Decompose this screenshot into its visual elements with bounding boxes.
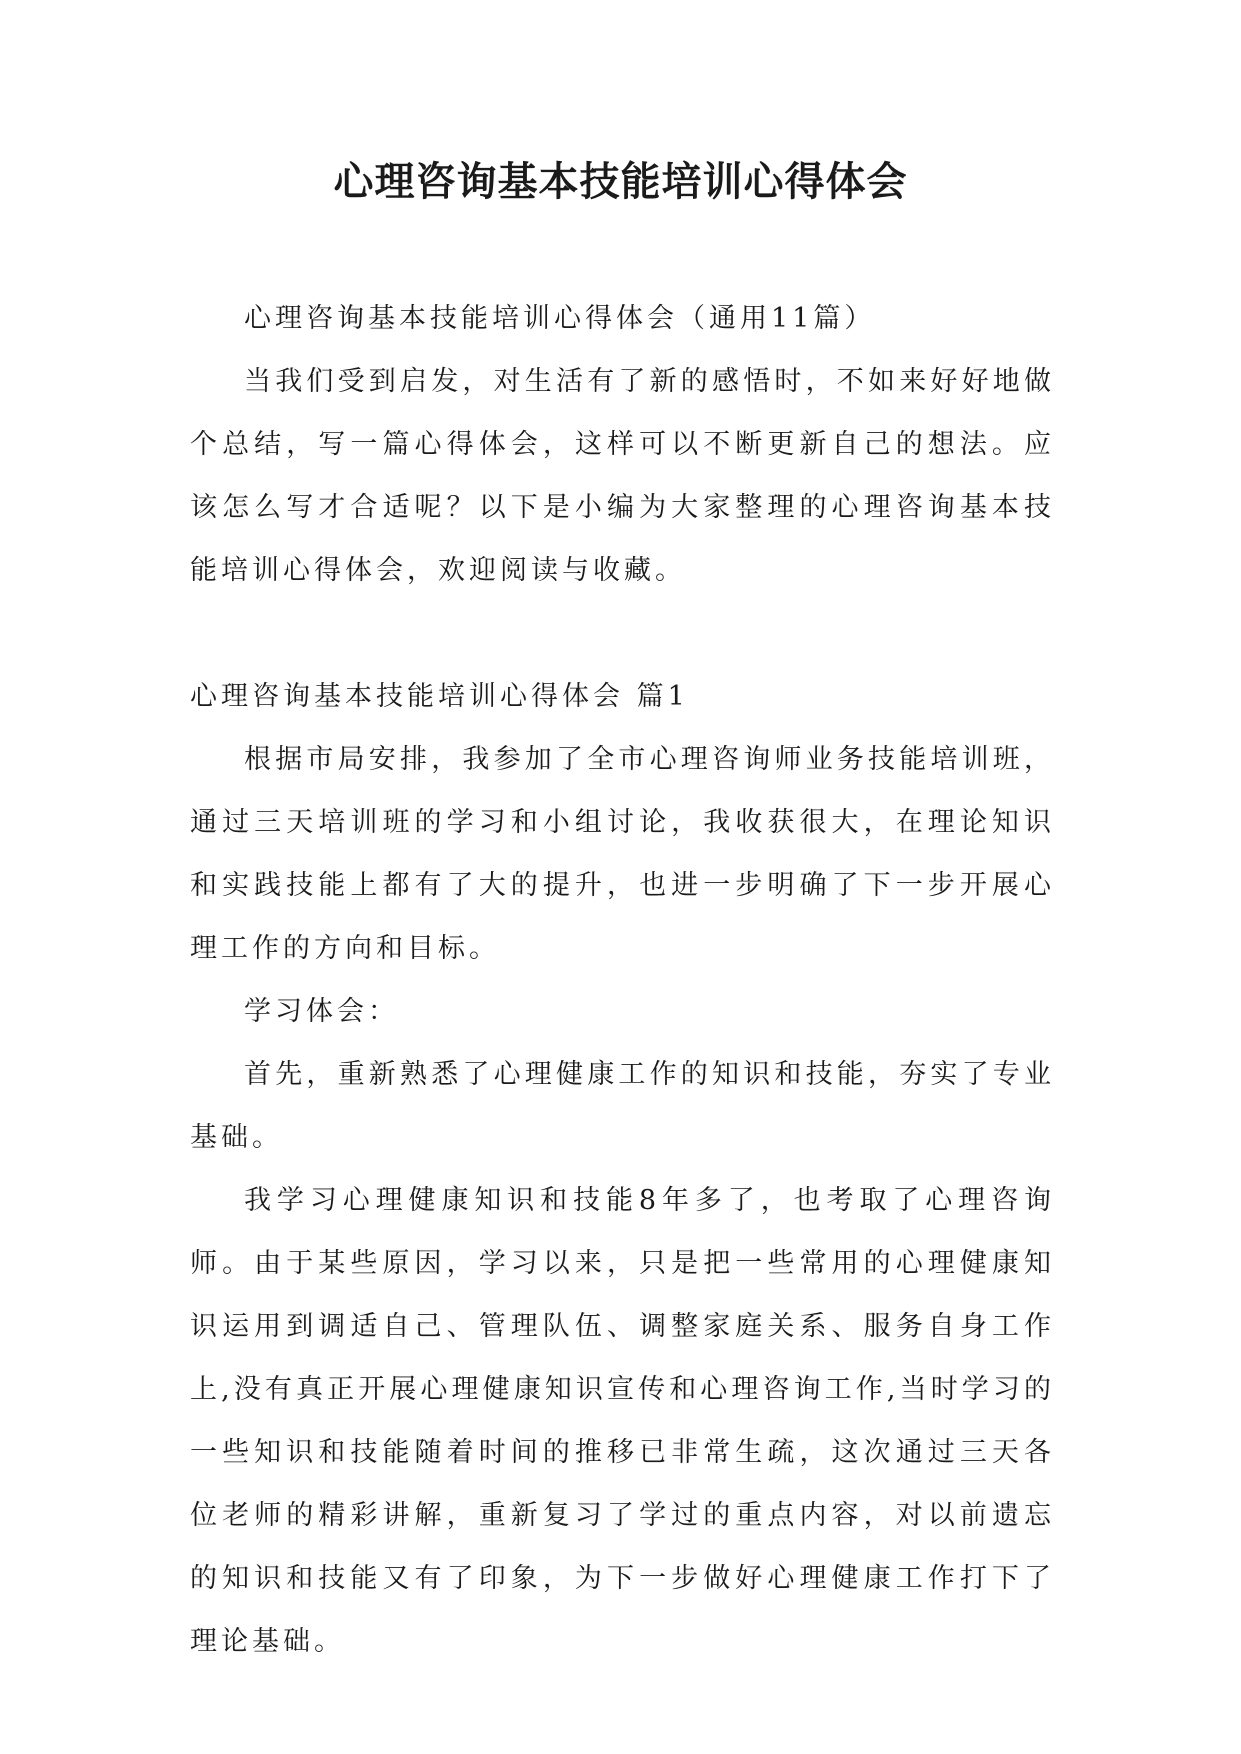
intro-paragraph: 当我们受到启发，对生活有了新的感悟时，不如来好好地做个总结，写一篇心得体会，这样可以不断更新自己的想法。应该怎么写才合适呢？以下是小编为大家整理的心理咨询基本技能培训心得体会，欢迎阅读与收藏。 bbox=[190, 366, 1055, 586]
body-paragraph: 根据市局安排，我参加了全市心理咨询师业务技能培训班，通过三天培训班的学习和小组讨论，我收获很大，在理论知识和实践技能上都有了大的提升，也进一步明确了下一步开展心理工作的方向和目标。 bbox=[190, 744, 1055, 964]
body-paragraph: 学习体会： bbox=[244, 996, 399, 1027]
body-paragraph: 首先，重新熟悉了心理健康工作的知识和技能，夯实了专业基础。 bbox=[190, 1059, 1055, 1153]
document-body bbox=[190, 287, 1055, 1673]
subtitle-paragraph: 心理咨询基本技能培训心得体会（通用11篇） bbox=[244, 303, 876, 334]
document-title: 心理咨询基本技能培训心得体会 bbox=[333, 158, 908, 205]
body-paragraph: 我学习心理健康知识和技能8年多了，也考取了心理咨询师。由于某些原因，学习以来，只是把一些常用的心理健康知识运用到调适自己、管理队伍、调整家庭关系、服务自身工作上,没有真正开展心理健康知识宣传和心理咨询工作,当时学习的一些知识和技能随着时间的推移已非常生疏，这次通过三天各位老师的精彩讲解，重新复习了学过的重点内容，对以前遗忘的知识和技能又有了印象，为下一步做好心理健康工作打下了理论基础。 bbox=[190, 1185, 1055, 1657]
section-heading: 心理咨询基本技能培训心得体会 篇1 bbox=[190, 681, 689, 712]
